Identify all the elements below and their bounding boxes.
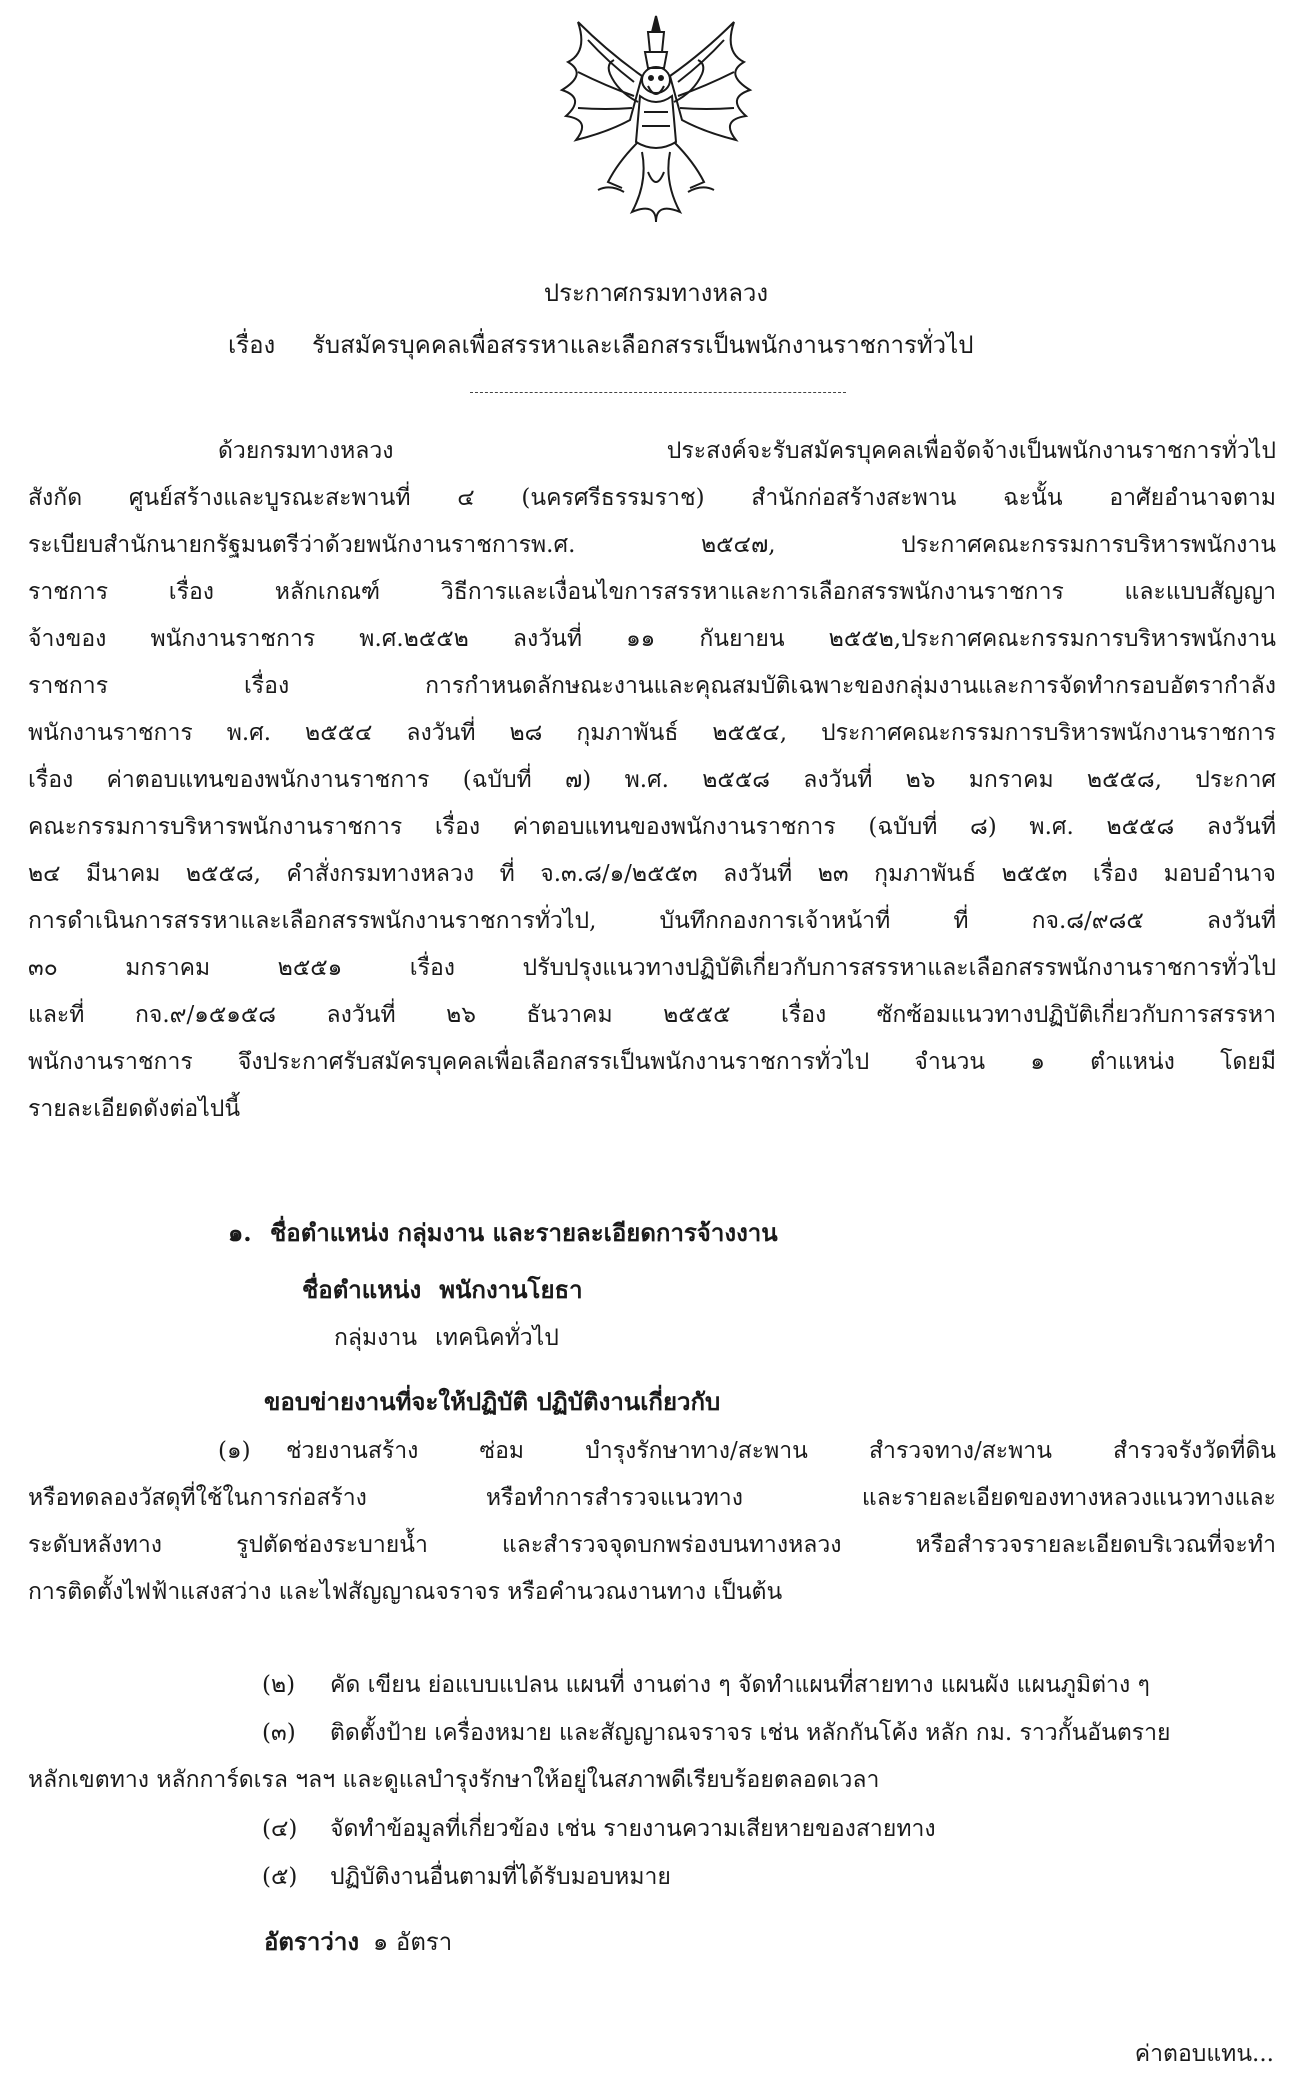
issuer-title: ประกาศกรมทางหลวง (543, 279, 769, 307)
position-name-row (302, 1270, 583, 1309)
intro-line: พนักงานราชการ พ.ศ. ๒๕๕๔ ลงวันที่ ๒๘ กุมภาพันธ์ ๒๕๕๔, ประกาศคณะกรรมการบริหารพนักงานราชการ (28, 720, 1276, 746)
work-group-row (334, 1320, 559, 1356)
subject-row (228, 330, 973, 360)
section-title: ชื่อตำแหน่ง กลุ่มงาน และรายละเอียดการจ้างงาน (270, 1218, 778, 1247)
subject-text: รับสมัครบุคคลเพื่อสรรหาและเลือกสรรเป็นพนักงานราชการทั่วไป (312, 331, 974, 359)
duty-5 (262, 1854, 1276, 1901)
duty-1-paragraph (28, 1428, 1276, 1616)
duty-3 (262, 1710, 1276, 1757)
duty-4 (262, 1806, 1276, 1853)
intro-line: พนักงานราชการ จึงประกาศรับสมัครบุคคลเพื่อเลือกสรรเป็นพนักงานราชการทั่วไป จำนวน ๑ ตำแหน่ง โดยมี (28, 1049, 1276, 1075)
vacancy-label: อัตราว่าง (264, 1927, 360, 1956)
duty-text: ปฏิบัติงานอื่นตามที่ได้รับมอบหมาย (330, 1864, 671, 1890)
group-value: เทคนิคทั่วไป (435, 1325, 559, 1351)
duty-line: ระดับหลังทาง รูปตัดช่องระบายน้ำ และสำรวจจุดบกพร่องบนทางหลวง หรือสำรวจรายละเอียดบริเวณที่จะทำ (28, 1532, 1276, 1558)
intro-paragraph (28, 428, 1276, 1133)
subject-label: เรื่อง (228, 331, 276, 359)
intro-line: การดำเนินการสรรหาและเลือกสรรพนักงานราชการทั่วไป, บันทึกกองการเจ้าหน้าที่ ที่ กจ.๘/๙๘๕ ลงวันที่ (28, 908, 1276, 934)
intro-line: ราชการ เรื่อง หลักเกณฑ์ วิธีการและเงื่อนไขการสรรหาและการเลือกสรรพนักงานราชการ และแบบสัญญา (28, 579, 1276, 605)
intro-line: เรื่อง ค่าตอบแทนของพนักงานราชการ (ฉบับที่ ๗) พ.ศ. ๒๕๕๘ ลงวันที่ ๒๖ มกราคม ๒๕๕๘, ประกาศ (28, 767, 1276, 793)
intro-line: และที่ กจ.๙/๑๕๑๕๘ ลงวันที่ ๒๖ ธันวาคม ๒๕๕๕ เรื่อง ซักซ้อมแนวทางปฏิบัติเกี่ยวกับการสรรหา (28, 1002, 1276, 1028)
duty-text: จัดทำข้อมูลที่เกี่ยวข้อง เช่น รายงานความเสียหายของสายทาง (330, 1816, 936, 1842)
duty-text: ติดตั้งป้าย เครื่องหมาย และสัญญาณจราจร เช่น หลักกันโค้ง หลัก กม. ราวกั้นอันตราย (330, 1720, 1171, 1746)
vacancy-value: ๑ อัตรา (373, 1928, 453, 1956)
intro-line: ระเบียบสำนักนายกรัฐมนตรีว่าด้วยพนักงานราชการพ.ศ. ๒๕๔๗, ประกาศคณะกรรมการบริหารพนักงาน (28, 532, 1276, 558)
intro-line: ด้วยกรมทางหลวง ประสงค์จะรับสมัครบุคคลเพื่อจัดจ้างเป็นพนักงานราชการทั่วไป (218, 438, 1276, 464)
intro-line: ๒๔ มีนาคม ๒๕๕๘, คำสั่งกรมทางหลวง ที่ จ.๓.๘/๑/๒๕๕๓ ลงวันที่ ๒๓ กุมภาพันธ์ ๒๕๕๓ เรื่อง มอบอำนาจ (28, 861, 1276, 887)
intro-line: จ้างของ พนักงานราชการ พ.ศ.๒๕๕๒ ลงวันที่ ๑๑ กันยายน ๒๕๕๒,ประกาศคณะกรรมการบริหารพนักงาน (28, 626, 1276, 652)
position-label: ชื่อตำแหน่ง (302, 1275, 422, 1304)
duty-2 (262, 1662, 1276, 1709)
duty-text: คัด เขียน ย่อแบบแปลน แผนที่ งานต่าง ๆ จัดทำแผนที่สายทาง แผนผัง แผนภูมิต่าง ๆ (330, 1672, 1150, 1698)
duty-line: หรือทดลองวัสดุที่ใช้ในการก่อสร้าง หรือทำการสำรวจแนวทาง และรายละเอียดของทางหลวงแนวทางและ (28, 1485, 1276, 1511)
continued-marker: ค่าตอบแทน... (1134, 2041, 1274, 2067)
intro-line: ๓๐ มกราคม ๒๕๕๑ เรื่อง ปรับปรุงแนวทางปฏิบัติเกี่ยวกับการสรรหาและเลือกสรรพนักงานราชการทั่วไป (28, 955, 1276, 981)
intro-line: รายละเอียดดังต่อไปนี้ (28, 1096, 241, 1122)
duty-number: (๕) (262, 1864, 298, 1890)
duty-3-continued: หลักเขตทาง หลักการ์ดเรล ฯลฯ และดูแลบำรุงรักษาให้อยู่ในสภาพดีเรียบร้อยตลอดเวลา (28, 1767, 880, 1793)
duty-line: การติดตั้งไฟฟ้าแสงสว่าง และไฟสัญญาณจราจร หรือคำนวณงานทาง เป็นต้น (28, 1579, 783, 1605)
section-1-heading (228, 1218, 778, 1248)
position-value: พนักงานโยธา (439, 1275, 583, 1304)
header-divider (470, 392, 846, 393)
duty-line (28, 1428, 1276, 1475)
intro-line: ราชการ เรื่อง การกำหนดลักษณะงานและคุณสมบัติเฉพาะของกลุ่มงานและการจัดทำกรอบอัตรากำลัง (28, 673, 1276, 699)
duty-number: (๒) (262, 1672, 296, 1698)
duty-text: ช่วยงานสร้าง ซ่อม บำรุงรักษาทาง/สะพาน สำรวจทาง/สะพาน สำรวจรังวัดที่ดิน (286, 1438, 1276, 1464)
section-number: ๑. (228, 1218, 252, 1247)
duty-number: (๔) (262, 1816, 298, 1842)
duty-number: (๑) (218, 1438, 251, 1464)
garuda-emblem-icon (548, 12, 764, 226)
vacancy-row (264, 1922, 452, 1961)
duty-number: (๓) (262, 1720, 296, 1746)
intro-line: สังกัด ศูนย์สร้างและบูรณะสะพานที่ ๔ (นครศรีธรรมราช) สำนักก่อสร้างสะพาน ฉะนั้น อาศัยอำนาจตาม (28, 485, 1276, 511)
intro-line: คณะกรรมการบริหารพนักงานราชการ เรื่อง ค่าตอบแทนของพนักงานราชการ (ฉบับที่ ๘) พ.ศ. ๒๕๕๘ ลงวันที่ (28, 814, 1276, 840)
group-label: กลุ่มงาน (334, 1325, 418, 1351)
scope-heading: ขอบข่ายงานที่จะให้ปฏิบัติ ปฏิบัติงานเกี่ยวกับ (264, 1387, 721, 1416)
